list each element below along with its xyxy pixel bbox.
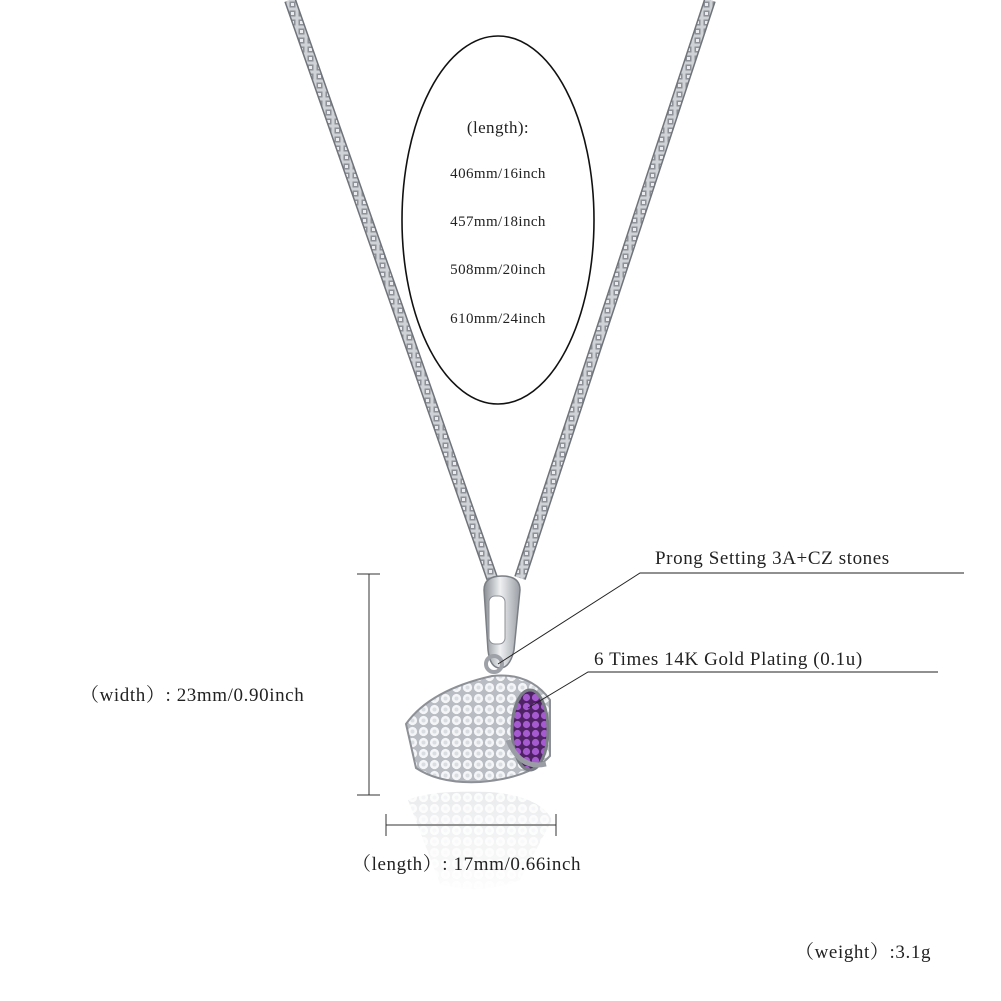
- weight-label: （weight）:3.1g: [795, 942, 932, 963]
- pendant-reflection: [390, 790, 570, 900]
- plating-callout: 6 Times 14K Gold Plating (0.1u): [594, 649, 863, 670]
- length-options-title: (length):: [466, 118, 530, 137]
- length-options-panel: [402, 0, 594, 400]
- length-option: 508mm/20inch: [450, 262, 546, 278]
- cup-pendant: [406, 676, 550, 783]
- length-option: 610mm/24inch: [450, 311, 546, 327]
- length-option: 406mm/16inch: [450, 166, 546, 182]
- callout-leaders: [498, 573, 964, 708]
- setting-callout: Prong Setting 3A+CZ stones: [655, 548, 890, 569]
- width-dimension: （width）: 23mm/0.90inch: [80, 685, 305, 706]
- bail: [484, 576, 520, 672]
- length-dimension: （length）: 17mm/0.66inch: [352, 854, 582, 875]
- length-option: 457mm/18inch: [450, 214, 546, 230]
